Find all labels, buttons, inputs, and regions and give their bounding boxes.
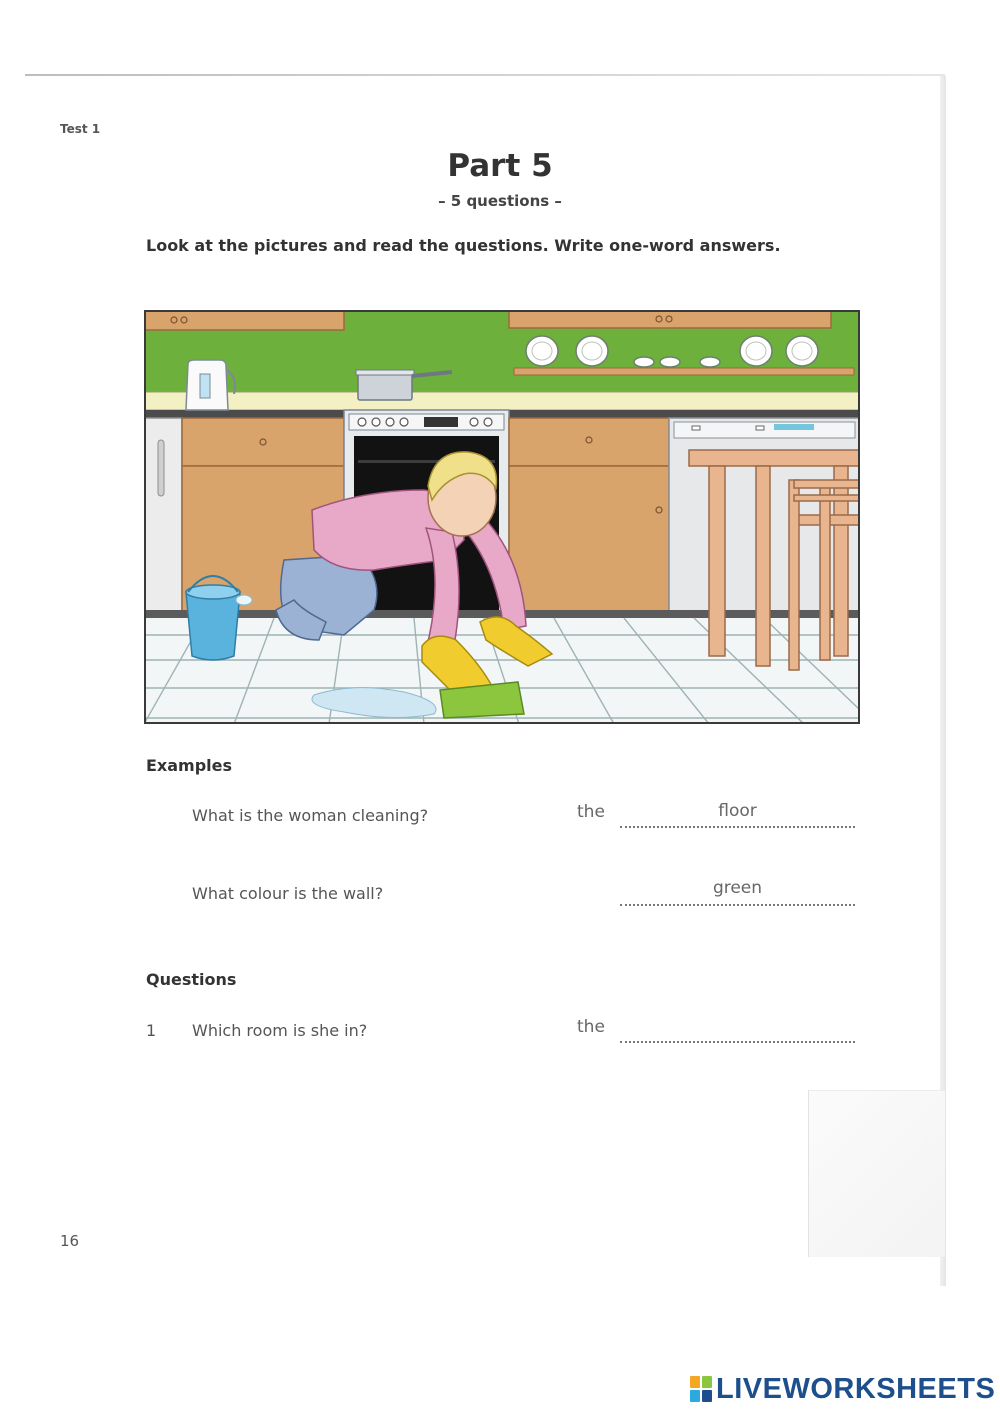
answer-line-1 [620,1041,855,1043]
scan-edge-line [25,74,945,76]
page-corner-shadow [808,1090,945,1257]
liveworksheets-brand[interactable] [690,1372,995,1406]
test-label: Test 1 [60,122,101,136]
example-answer-2: green [712,878,763,898]
example-prefix-1: the [577,802,605,822]
example-answer-line-2 [620,904,855,906]
example-question-1: What is the woman cleaning? [192,806,429,825]
liveworksheets-logo-icon [690,1376,712,1402]
kitchen-cleaning-illustration [144,310,860,724]
question-1: Which room is she in? [192,1021,368,1040]
example-answer-line-1 [620,826,855,828]
brand-name: LIVEWORKSHEETS [716,1372,996,1405]
questions-heading: Questions [146,970,237,989]
page-subtitle: – 5 questions – [438,192,562,210]
example-question-2: What colour is the wall? [192,884,384,903]
example-answer-1: floor [718,801,757,821]
question-prefix-1: the [577,1017,605,1037]
instructions-text: Look at the pictures and read the questions. Write one-word answers. [146,236,781,255]
page-title: Part 5 [447,148,553,184]
examples-heading: Examples [146,756,233,775]
question-number-1: 1 [146,1021,157,1040]
page-number: 16 [60,1232,80,1250]
